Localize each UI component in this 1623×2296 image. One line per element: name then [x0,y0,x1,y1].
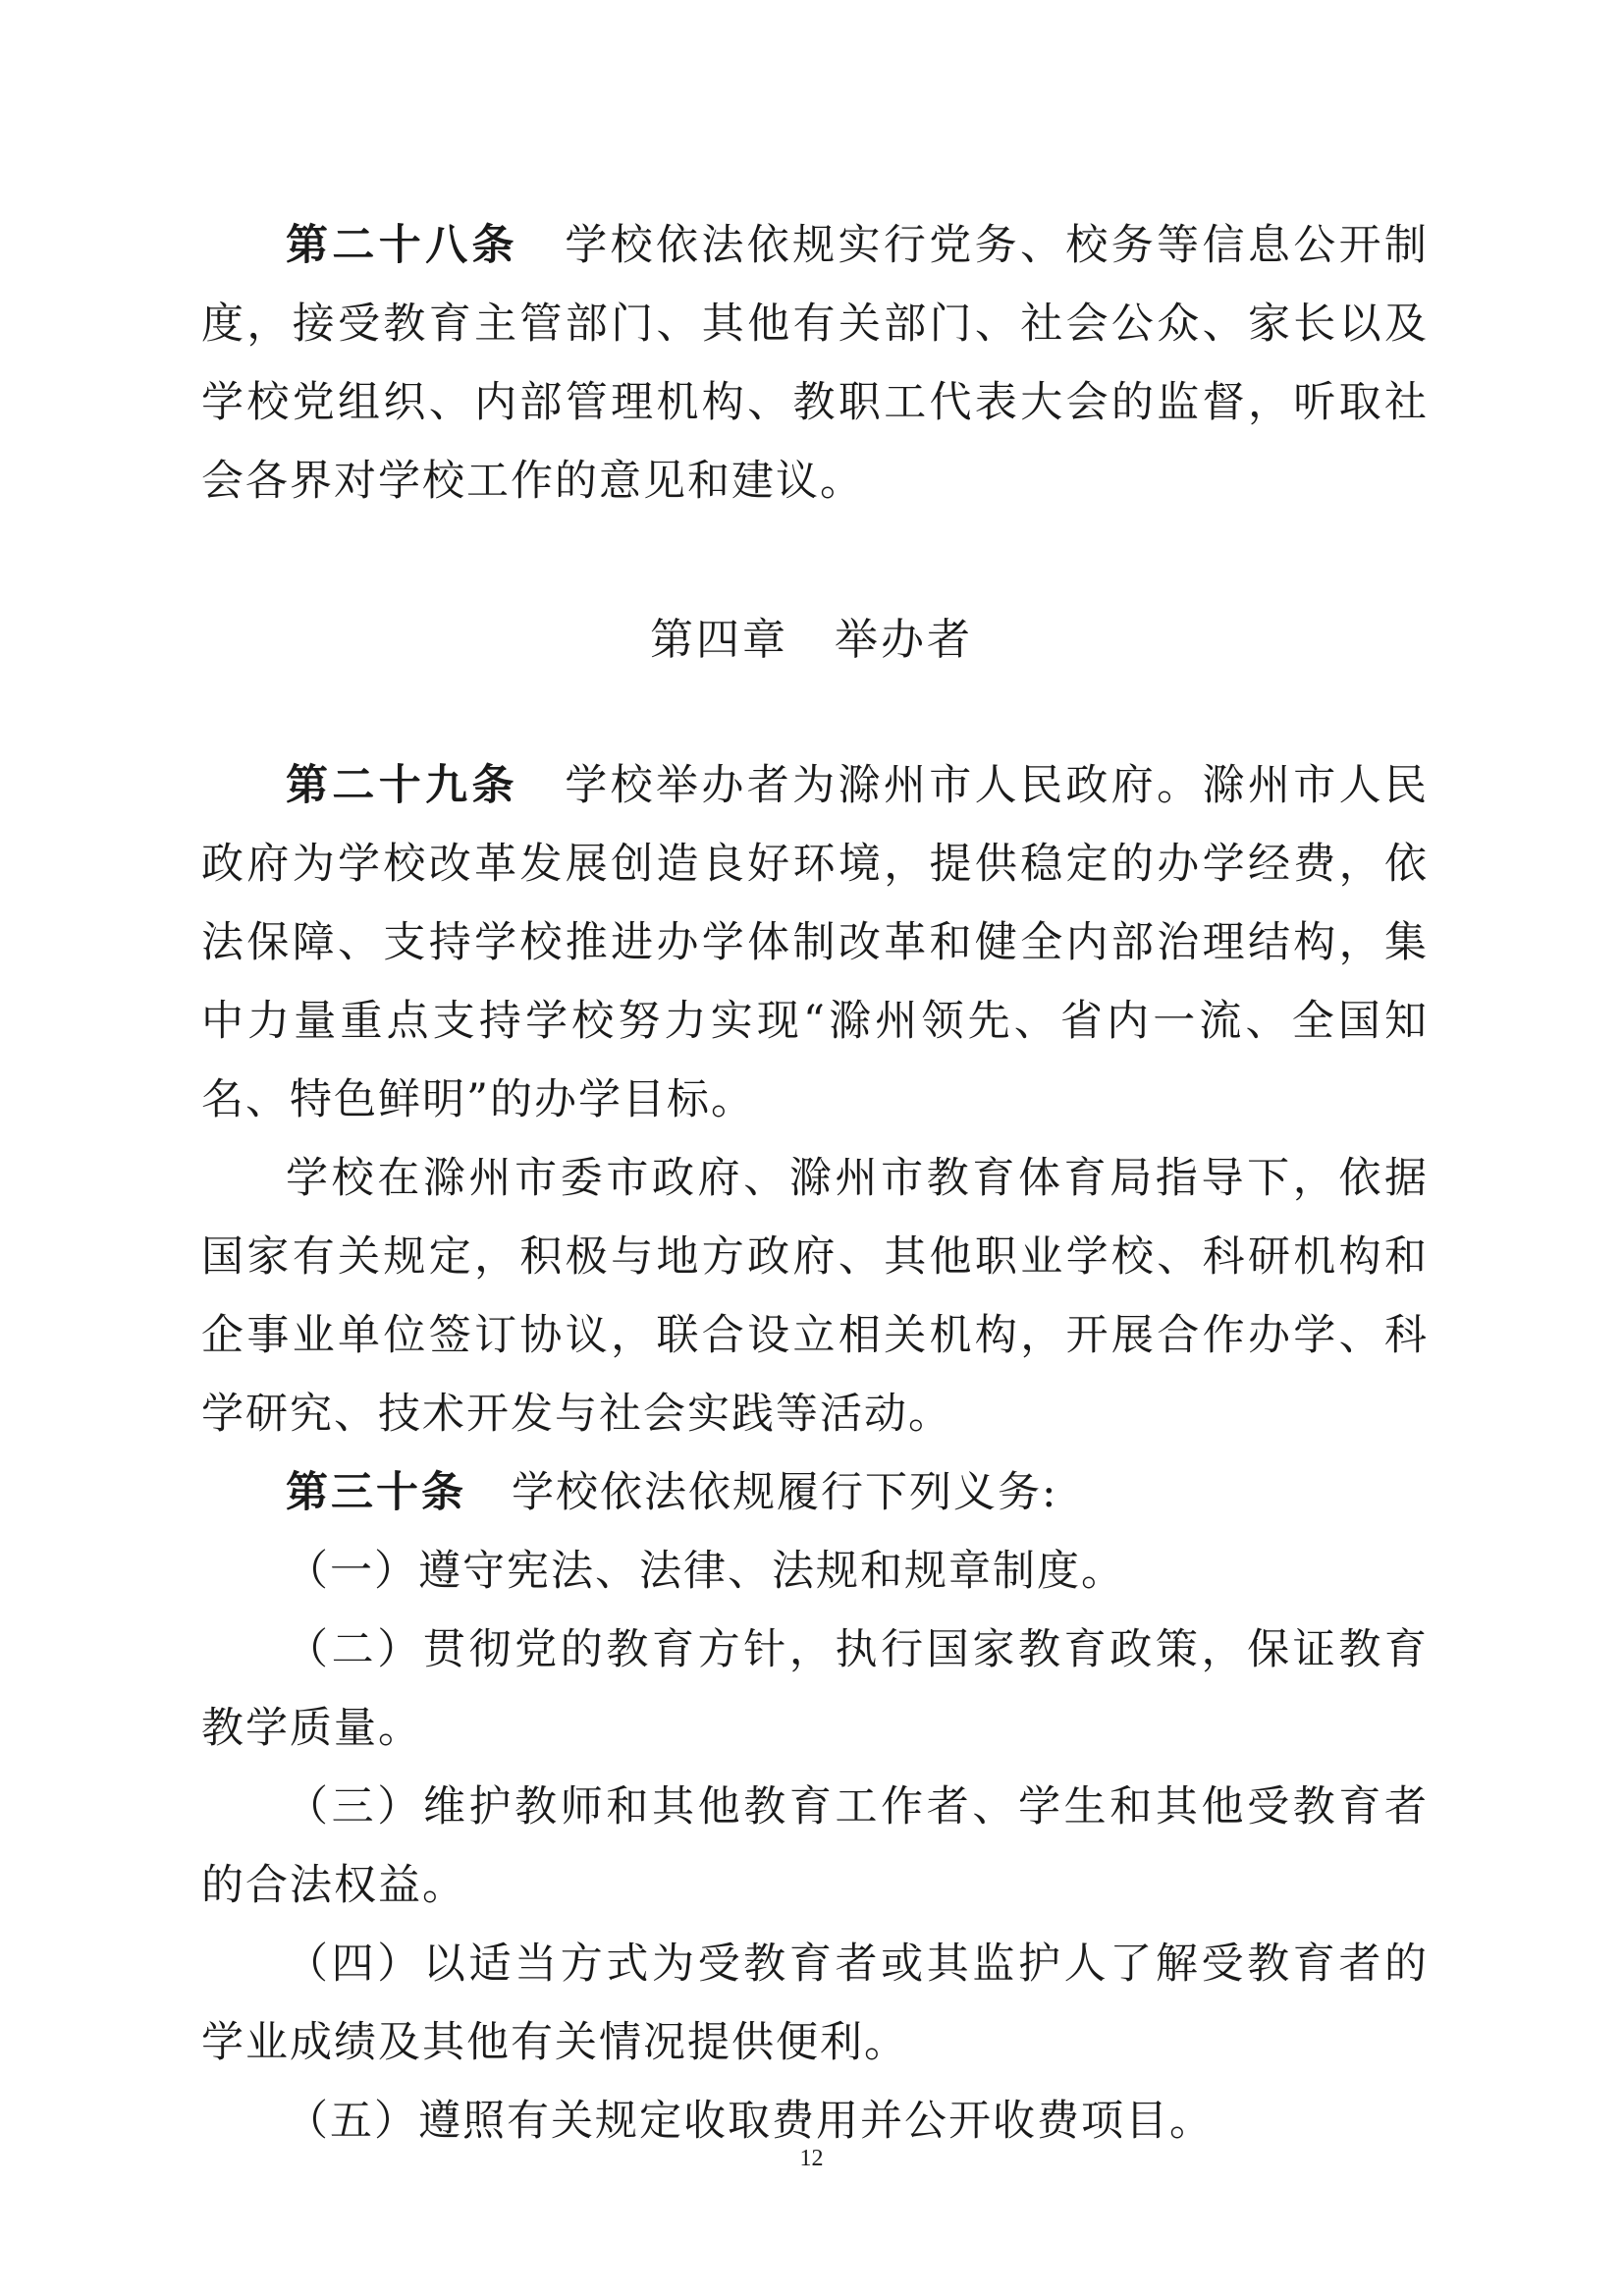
article-29-paragraph-2: 学校在滁州市委市政府、滁州市教育体育局指导下，依据国家有关规定，积极与地方政府、其他职业学校、科研机构和企事业单位签订协议，联合设立相关机构，开展合作办学、科学研究、技术开发与社会实践等活动。 [201,1154,1429,1439]
article-30-heading: 第三十条 [286,1468,466,1517]
article-30-item: （三）维护教师和其他教育工作者、学生和其他受教育者的合法权益。 [201,1782,1429,1910]
article-29-heading: 第二十九条 [286,761,518,810]
article-29-30-section [201,746,1429,2160]
article-29-paragraph [201,746,1429,1139]
article-28-section [201,206,1429,520]
article-28-paragraph [201,206,1429,520]
article-30-item: （四）以适当方式为受教育者或其监护人了解受教育者的学业成绩及其他有关情况提供便利。 [201,1940,1429,2067]
article-30-item: （一）遵守宪法、法律、法规和规章制度。 [286,1547,1125,1596]
article-30-item: （五）遵照有关规定收取费用并公开收费项目。 [286,2097,1214,2146]
article-28-heading: 第二十八条 [286,221,518,270]
article-28-text: 学校依法依规实行党务、校务等信息公开制度，接受教育主管部门、其他有关部门、社会公众、家长以及学校党组织、内部管理机构、教职工代表大会的监督，听取社会各界对学校工作的意见和建议。 [201,221,1429,506]
article-30-paragraph [201,1453,1429,1532]
page-number: 12 [799,2146,824,2171]
article-30-text: 学校依法依规履行下列义务: [512,1468,1058,1517]
article-30-item: （二）贯彻党的教育方针，执行国家教育政策，保证教育教学质量。 [201,1625,1429,1753]
article-29-text: 学校举办者为滁州市人民政府。滁州市人民政府为学校改革发展创造良好环境，提供稳定的办学经费，依法保障、支持学校推进办学体制改革和健全内部治理结构，集中力量重点支持学校努力实现“滁州领先、省内一流、全国知名、特色鲜明”的办学目标。 [201,761,1429,1124]
chapter-title: 第四章 举办者 [650,615,973,665]
